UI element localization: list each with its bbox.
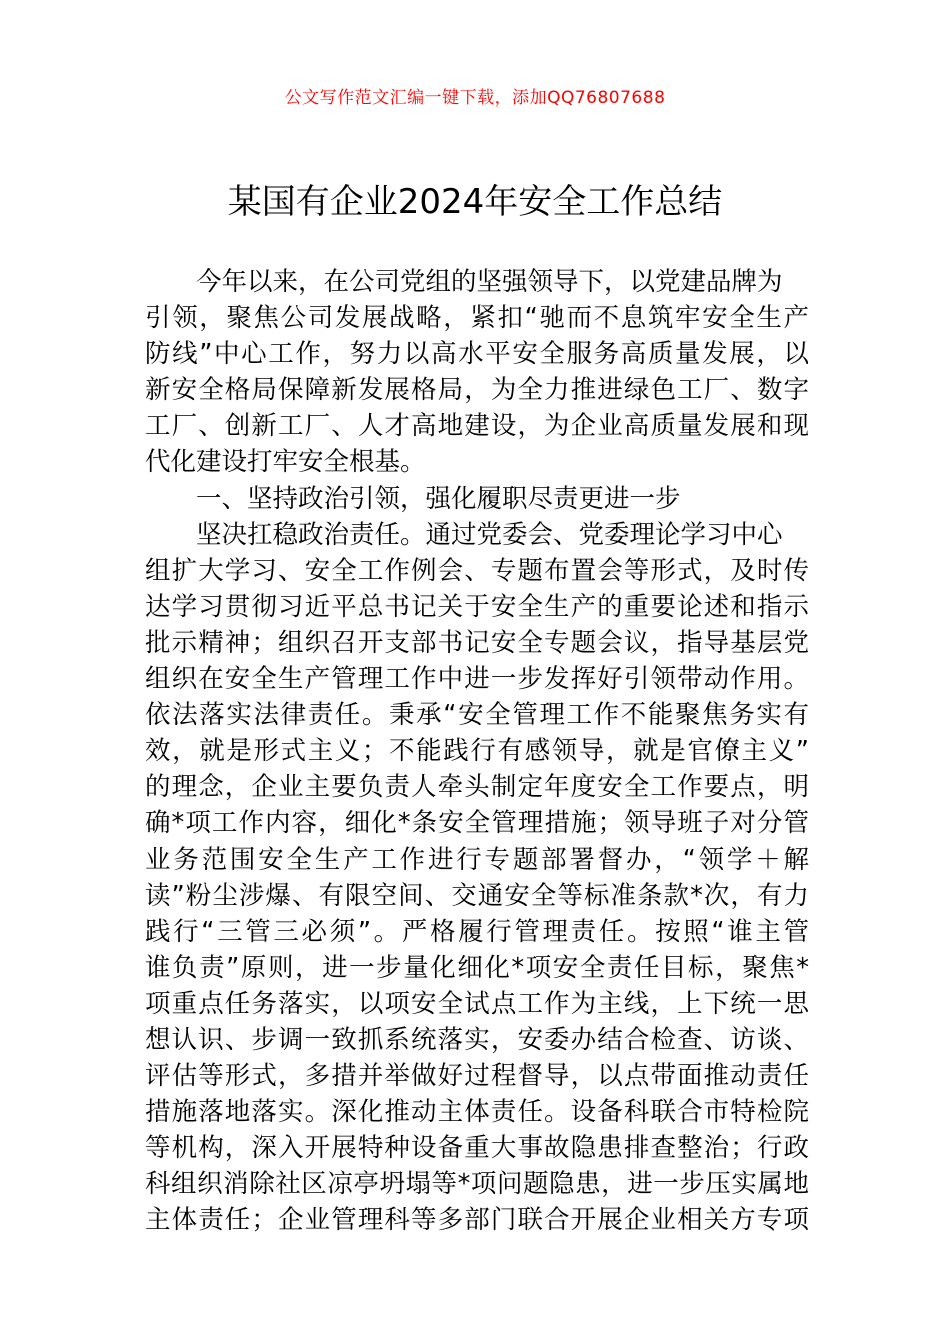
paragraph-line: 引领，聚焦公司发展战略，紧扣“驰而不息筑牢安全生产: [145, 303, 809, 334]
paragraph-line: 的理念，企业主要负责人牵头制定年度安全工作要点，明: [145, 772, 809, 803]
paragraph-line: 新安全格局保障新发展格局，为全力推进绿色工厂、数字: [145, 375, 809, 406]
paragraph-line: 批示精神；组织召开支部书记安全专题会议，指导基层党: [145, 627, 809, 658]
watermark-text: 公文写作范文汇编一键下载，添加QQ76807688: [284, 88, 666, 108]
paragraph-line: 谁负责”原则，进一步量化细化*项安全责任目标，聚焦*: [145, 952, 809, 983]
paragraph-line: 科组织消除社区凉亭坍塌等*项问题隐患，进一步压实属地: [145, 1169, 809, 1200]
paragraph-line: 组织在安全生产管理工作中进一步发挥好引领带动作用。: [145, 664, 809, 695]
page-title: 某国有企业2024年安全工作总结: [227, 182, 723, 222]
paragraph-line: 想认识、步调一致抓系统落实，安委办结合检查、访谈、: [145, 1024, 809, 1055]
paragraph-line: 工厂、创新工厂、人才高地建设，为企业高质量发展和现: [145, 411, 809, 442]
paragraph-line: 防线”中心工作，努力以高水平安全服务高质量发展，以: [145, 339, 809, 370]
paragraph-line: 等机构，深入开展特种设备重大事故隐患排查整治；行政: [145, 1133, 809, 1164]
section-heading: 一、坚持政治引领，强化履职尽责更进一步: [196, 483, 681, 514]
paragraph-line: 主体责任；企业管理科等多部门联合开展企业相关方专项: [145, 1205, 809, 1236]
paragraph-line: 组扩大学习、安全工作例会、专题布置会等形式，及时传: [145, 555, 809, 586]
paragraph-line: 依法落实法律责任。秉承“安全管理工作不能聚焦务实有: [145, 700, 809, 731]
paragraph-line: 坚决扛稳政治责任。通过党委会、党委理论学习中心: [196, 519, 783, 550]
paragraph-line: 措施落地落实。深化推动主体责任。设备科联合市特检院: [145, 1097, 809, 1128]
paragraph-line: 业务范围安全生产工作进行专题部署督办，“领学＋解: [145, 844, 809, 875]
paragraph-line: 读”粉尘涉爆、有限空间、交通安全等标准条款*次，有力: [145, 880, 809, 911]
paragraph-line: 代化建设打牢安全根基。: [145, 447, 426, 478]
paragraph-line: 项重点任务落实，以项安全试点工作为主线，上下统一思: [145, 988, 809, 1019]
paragraph-line: 效，就是形式主义；不能践行有感领导，就是官僚主义”: [145, 736, 809, 767]
paragraph-line: 达学习贯彻习近平总书记关于安全生产的重要论述和指示: [145, 591, 809, 622]
paragraph-line: 今年以来，在公司党组的坚强领导下，以党建品牌为: [196, 267, 783, 297]
paragraph-line: 确*项工作内容，细化*条安全管理措施；领导班子对分管: [145, 808, 809, 839]
paragraph-line: 评估等形式，多措并举做好过程督导，以点带面推动责任: [145, 1061, 809, 1092]
document-body: [145, 264, 809, 1239]
paragraph-line: 践行“三管三必须”。严格履行管理责任。按照“谁主管: [145, 916, 809, 947]
